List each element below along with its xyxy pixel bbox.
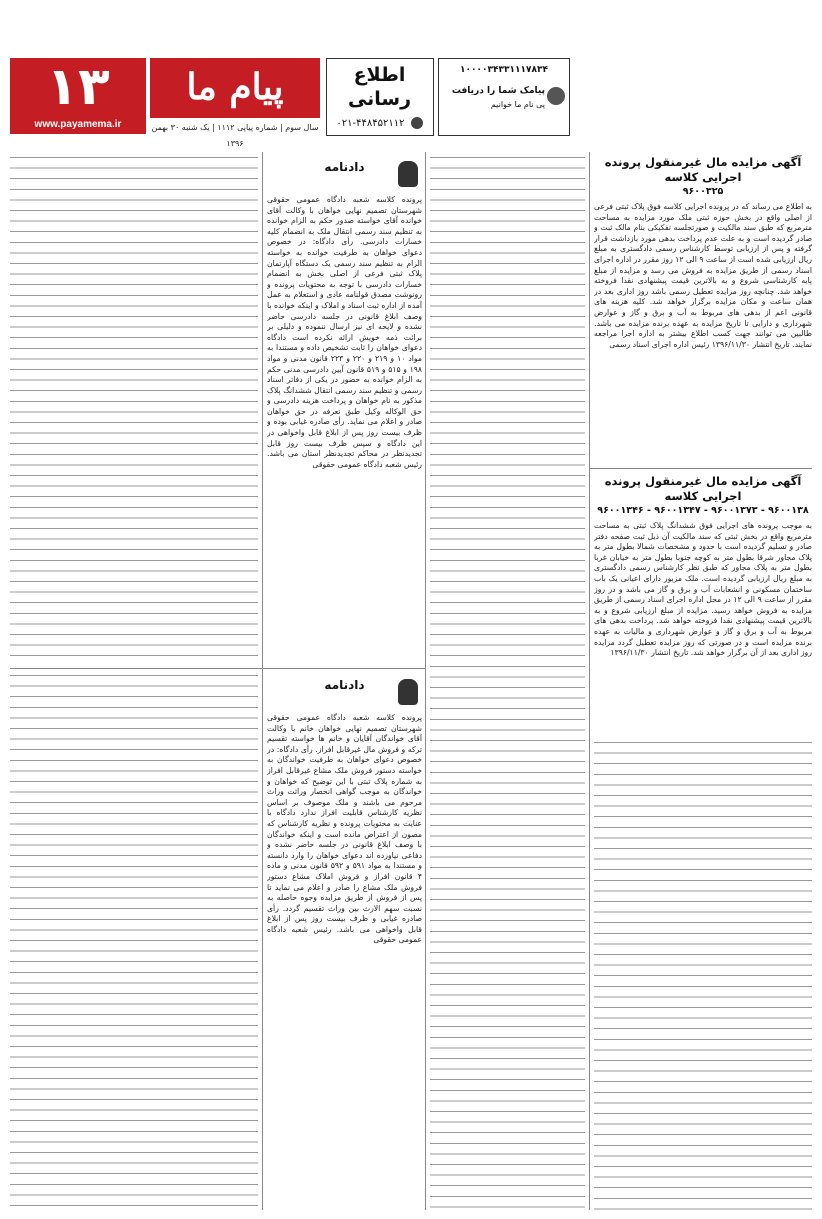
page-number-box [10,58,146,134]
issue-info: سال سوم | شماره پیاپی ۱۱۱۲ | یک شنبه ۳۰ بهمن ۱۳۹۶ [151,123,319,148]
sms-sub: پی نام ما خوانیم [490,100,545,109]
ad-1-number: ۹۶۰۰۳۲۵ [682,186,724,197]
notice-title-line2: رسانی [347,88,412,110]
court-ruling-2 [267,673,422,1210]
notice-title-line1: اطلاع [353,64,406,86]
court-2-title: دادنامه [324,678,365,692]
phone-icon [411,117,423,129]
court-ruling-1 [267,155,422,665]
ad-2-title: آگهی مزایده مال غیرمنقول پرونده اجرایی کلاسه [604,474,802,503]
website-link[interactable]: www.payamema.ir [34,119,122,130]
page-number: ۱۳ [46,57,110,117]
ad-2-body: به موجب پرونده های اجرایی فوق ششدانگ پلاک ثبتی به مساحت مترمربع واقع در بخش ثبتی که سند مالکیت آن ذیل ثبت صفحه دفتر صادر و تسلیم گردیده است با حدود و مشخصات شمالا بطول متر به پلاک مجاور شرقا بطول متر به کوچه جنوبا بطول متر به خیابان غربا بطول متر به پلاک مجاور که طبق نظر کارشناس رسمی دادگستری به مبلغ ریال ارزیابی گردیده است. ملک مزبور دارای اعیانی یک باب ساختمان مسکونی و انشعابات آب و برق و گاز می باشد و در روز مقرر از ساعت ۹ الی ۱۲ در محل اداره اجرای اسناد رسمی از طریق مزایده به فروش خواهد رسید. مزایده از مبلغ ارزیابی شروع و به بالاترین قیمت پیشنهادی نقدا فروخته خواهد شد. پرداخت بدهی های مربوط به آب و برق و گاز و عوارض شهرداری و مالیات به عهده برنده مزایده است و در صورتی که روز مزایده تعطیل گردد مزایده روز اداری بعد از آن برگزار خواهد شد. تاریخ انتشار ۱۳۹۶/۱۱/۳۰ [594,521,812,658]
auction-ad-1 [594,155,812,465]
court-2-continuation [10,673,258,1210]
court-1-continuation [10,155,258,665]
notice-phone: ۰۲۱-۴۴۸۴۵۲۱۱۲ [336,118,405,129]
notice-title [327,63,432,111]
court-1-body: پرونده کلاسه شعبه دادگاه عمومی حقوقی شهرستان تصمیم نهایی خواهان با وکالت آقای خوانده آقای خواسته صدور حکم به الزام خوانده به تنظیم سند رسمی انتقال ملک به انضمام کلیه خسارات دادرسی. رأی دادگاه: در خصوص دعوای خواهان به طرفیت خوانده به خواسته الزام به تنظیم سند رسمی یک دستگاه آپارتمان پلاک ثبتی فرعی از اصلی بخش به انضمام خسارات دادرسی با توجه به محتویات پرونده و رونوشت مصدق قولنامه عادی و استعلام به عمل آمده از اداره ثبت اسناد و املاک و اینکه خوانده با وصف ابلاغ قانونی در جلسه دادرسی حاضر نشده و لایحه ای نیز ارسال ننموده و دلیلی بر برائت ذمه خویش ارائه نکرده است دادگاه دعوای خواهان را ثابت تشخیص داده و مستندا به مواد ۱۰ و ۲۱۹ و ۲۲۰ و ۲۲۳ قانون مدنی و مواد ۱۹۸ و ۵۱۵ و ۵۱۹ قانون آیین دادرسی مدنی حکم به الزام خوانده به حضور در یکی از دفاتر اسناد رسمی و تنظیم سند رسمی انتقال ششدانگ پلاک مذکور به نام خواهان و پرداخت هزینه دادرسی و حق الوکاله وکیل طبق تعرفه در حق خواهان صادر و اعلام می نماید. رأی صادره غیابی بوده و ظرف بیست روز پس از ابلاغ قابل واخواهی در این دادگاه و سپس ظرف بیست روز قابل تجدیدنظر در محاکم تجدیدنظر استان می باشد. رئیس شعبه دادگاه عمومی حقوقی [267,195,422,469]
column-divider [262,152,263,1210]
ad-1-continuation [430,155,585,1210]
notice-phone-row [327,115,432,133]
court-2-body: پرونده کلاسه شعبه دادگاه عمومی حقوقی شهرستان تصمیم نهایی خواهان خانم با وکالت آقای خواندگان آقایان و خانم ها خواسته تقسیم ترکه و فروش مال غیرقابل افراز. رأی دادگاه: در خصوص دعوای خواهان به طرفیت خواندگان به خواسته دستور فروش ملک مشاع غیرقابل افراز به شماره پلاک ثبتی با این توضیح که خواهان و خواندگان به موجب گواهی انحصار وراثت وراث مرحوم می باشند و ملک موصوف بر اساس نظریه کارشناس قابلیت افراز ندارد دادگاه با عنایت به محتویات پرونده و نظریه کارشناس که مصون از اعتراض مانده است و اینکه خواندگان با وصف ابلاغ قانونی در جلسه حاضر نشده و دفاعی نیاورده اند دعوای خواهان را وارد دانسته و مستندا به مواد ۵۹۱ و ۵۹۲ قانون مدنی و ماده ۴ قانون افراز و فروش املاک مشاع دستور فروش ملک مشاع را صادر و اعلام می نماید تا پس از فروش از طریق مزایده وجوه حاصله به نسبت سهم الارث بین وراث تقسیم گردد. رأی صادره غیابی و ظرف بیست روز پس از ابلاغ قابل واخواهی می باشد. رئیس شعبه دادگاه عمومی حقوقی [267,713,422,945]
ad-1-title: آگهی مزایده مال غیرمنقول پرونده اجرایی کلاسه [604,155,802,184]
ad-1-body: به اطلاع می رساند که در پرونده اجرایی کلاسه فوق پلاک ثبتی فرعی از اصلی واقع در بخش حوزه ثبتی ملک مورد مزایده به مساحت مترمربع که طبق سند مالکیت و صورتجلسه تفکیکی بنام مالک ثبت و صادر گردیده است و به علت عدم پرداخت بدهی مورد بازداشت قرار گرفته و پس از ارزیابی توسط کارشناس رسمی دادگستری به مبلغ ریال ارزیابی شده است از ساعت ۹ الی ۱۲ روز مقرر در اداره اجرای اسناد رسمی از طریق مزایده به فروش می رسد و مزایده از مبلغ پایه کارشناسی شروع و به بالاترین قیمت پیشنهادی نقدا فروخته خواهد شد. چنانچه روز مزایده تعطیل رسمی باشد روز اداری بعد در همان ساعت و مکان مزایده برگزار خواهد شد. کلیه هزینه های قانونی اعم از بدهی های مربوط به آب و برق و گاز و عوارض شهرداری و دارایی تا تاریخ مزایده به عهده برنده مزایده می باشد. طالبین می توانند جهت کسب اطلاع بیشتر به اداره اجرا مراجعه نمایند. تاریخ انتشار ۱۳۹۶/۱۱/۳۰ رئیس اداره اجرای اسناد رسمی [594,202,812,349]
newspaper-logo [150,58,320,118]
sms-label: پیامک شما را دریافت [451,86,545,96]
column-divider [425,152,426,1210]
court-divider [10,668,425,669]
court-1-header [267,155,422,195]
sms-number: ۱۰۰۰۰۳۴۳۳۱۱۱۷۸۳۴ [460,65,548,75]
notice-box [326,58,434,136]
sms-bubble-icon [547,87,565,105]
court-1-title: دادنامه [324,160,365,174]
logo-text: پیام ما [186,66,284,108]
column-divider [589,152,590,1210]
ad-2-body-continuation [594,740,812,1210]
masthead [0,0,822,150]
court-2-header [267,673,422,713]
sms-box [438,58,570,136]
ad-2-number: ۹۶۰۰۱۳۴۶ - ۹۶۰۰۱۳۴۷ - ۹۶۰۰۱۳۷۳ - ۹۶۰۰۱۳۸ [597,505,809,516]
